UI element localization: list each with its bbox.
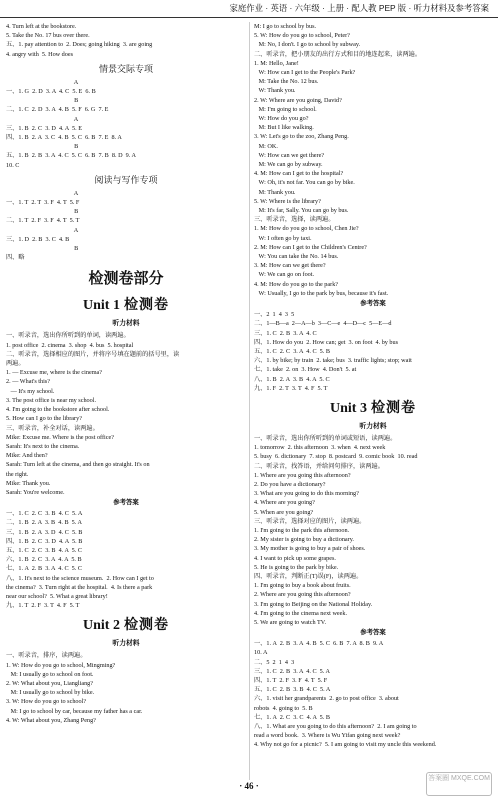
text-line: 六、1. B 2. C 3. A 4. A 5. B (6, 556, 82, 564)
text-line: 五、1. C 2. C 3. A 4. C 5. B (254, 347, 330, 355)
text-line: 一、1. A 2. B 3. A 4. B 5. C 6. B 7. A 8. B 9. A (254, 640, 384, 648)
text-line: 5. We are going to watch TV. (254, 618, 327, 626)
text-line: Mike: And then? (6, 452, 48, 460)
text-line: 四、略 (6, 254, 25, 262)
text-line: 一、1. G 2. D 3. A 4. C 5. E 6. B (6, 88, 96, 96)
text-line: 3. M: How can we get there? (254, 262, 326, 270)
text-line: M: I'm going to school. (254, 105, 317, 113)
unit-test-label: 检测卷 (123, 616, 169, 633)
text-line: 3. W: How do you go to school? (6, 698, 87, 706)
text-line: 二、1. C 2. D 3. A 4. B 5. F 6. G 7. E (6, 106, 109, 114)
text-line: 5. He is going to the park by bike. (254, 563, 339, 571)
text-line: robots 4. going to 5. B (254, 704, 313, 712)
text-line: 五、1. C 2. B 3. B 4. C 5. A (254, 686, 331, 694)
text-line: 2. M: How can I get to the Children's Centre? (254, 243, 367, 251)
text-line: M: Thank you. (254, 188, 296, 196)
text-line: 二、听录音，选择相应的图片，并将序号填在题前的括号里，读 (6, 350, 180, 358)
unit-number: Unit 1 (83, 298, 120, 314)
text-line: 三、1. B 2. C 3. D 4. A 5. E (6, 124, 82, 132)
text-line: 二、听录音，找答语，并给问句排序，读两遍。 (254, 462, 384, 470)
page-number: · 46 · (239, 781, 259, 791)
part-title: 检测卷部分 (88, 270, 164, 288)
answer-key-heading: 参考答案 (113, 499, 139, 507)
unit-number: Unit 2 (83, 618, 120, 634)
unit-title (6, 295, 246, 315)
text-line: — It's my school. (6, 387, 55, 395)
text-line: 三、听录音，选择对应的图片，读两遍。 (254, 517, 366, 525)
text-line: M: It's far, Sally. You can go by bus. (254, 207, 349, 215)
text-line: 一、2 1 4 3 5 (254, 311, 295, 319)
text-line: 五、1. B 2. B 3. A 4. C 5. C 6. B 7. B 8. D 9. A (6, 152, 136, 160)
text-line: 1. M: Hello, Jane! (254, 59, 299, 67)
text-line: W: Oh, it's not far. You can go by bike. (254, 179, 355, 187)
text-line: 三、听录音，补全对话，读两遍。 (6, 424, 99, 432)
text-line: M: No, I don't. I go to school by subway. (254, 41, 361, 49)
text-line: 2. — What's this? (6, 378, 50, 386)
text-line: 二、1. T 2. F 3. F 4. T 5. T (6, 217, 80, 225)
text-line: 5. W: How do you go to school, Peter? (254, 32, 350, 40)
text-line: A (6, 115, 79, 123)
text-line: 4. Turn left at the bookstore. (6, 23, 77, 30)
text-line: 七、1. take 2. on 3. How 4. Don't 5. at (254, 366, 357, 374)
text-line: the cinema? 3. Turn right at the hospital. 4. Is there a park (6, 583, 153, 591)
text-line: 八、1. What are you going to do this afternoon? 2. I am going to (254, 723, 417, 731)
text-line: 10. A (254, 649, 268, 657)
text-line: 4. M: How can I get to the hospital? (254, 170, 344, 178)
text-line: 一、听录音，选出你所听到的单词，读两遍。 (6, 332, 130, 340)
text-line: W: I often go by taxi. (254, 234, 312, 242)
text-line: W: How can I get to the People's Park? (254, 69, 356, 77)
text-line: Mike: Thank you. (6, 479, 51, 487)
text-line: 一、听录音，排序，读两遍。 (6, 652, 87, 660)
text-line: 五、1. C 2. C 3. B 4. A 5. C (6, 546, 82, 554)
text-line: the right. (6, 470, 29, 478)
text-line: 4. I'm going to the bookstore after school. (6, 406, 110, 414)
text-line: 四、1. B 2. A 3. C 4. B 5. C 6. B 7. E 8. A (6, 134, 122, 142)
column-divider (249, 22, 250, 780)
text-line: B (6, 245, 79, 253)
text-line: A (6, 226, 79, 234)
text-line: M: I go to school by bus. (254, 23, 317, 30)
text-line: 三、听录音，选择，读两遍。 (254, 216, 335, 224)
text-line: 5. W: Where is the library? (254, 197, 321, 205)
text-line: Mike: Excuse me. Where is the post office? (6, 433, 115, 441)
text-line: B (6, 143, 79, 151)
text-line: A (6, 78, 79, 86)
text-line: 4. I'm going to the cinema next week. (254, 609, 348, 617)
subsection-heading: 听力材料 (359, 422, 387, 430)
text-line: 二、5 2 1 4 3 (254, 658, 295, 666)
text-line: read a word book. 3. Where is Wu Yifan going next week? (254, 732, 401, 740)
unit-title (254, 398, 492, 418)
text-line: 六、1. by bike; by train 2. take; bus 3. traffic lights; stop; wait (254, 357, 412, 365)
right-column (254, 22, 492, 782)
text-line: 3. I'm going to Beijing on the National Holiday. (254, 600, 373, 608)
text-line: 2. W: What about you, Liangliang? (6, 679, 94, 687)
text-line: 2. W: Where are you going, David? (254, 96, 342, 104)
text-line: 两遍。 (6, 360, 25, 368)
subsection-heading: 听力材料 (112, 320, 140, 328)
text-line: 5. busy 6. dictionary 7. stop 8. postcard 9. comic book 10. read (254, 453, 418, 461)
text-line: 三、1. C 2. B 3. A 4. C 5. A (254, 667, 330, 675)
text-line: M: I usually go to school by bike. (6, 689, 95, 697)
text-line: 2. My sister is going to buy a dictionary. (254, 536, 354, 544)
text-line: 3. What are you going to do this morning? (254, 490, 359, 498)
text-line: 五、1. pay attention to 2. Does; going hiking 3. are going (6, 41, 153, 49)
text-line: M: We can go by subway. (254, 161, 323, 169)
text-line: 3. W: Let's go to the zoo, Zhang Peng. (254, 133, 349, 141)
text-line: 1. W: How do you go to school, Mingming? (6, 661, 116, 669)
text-line: 四、1. How do you 2. How can; get 3. on foot 4. by bus (254, 338, 399, 346)
unit-test-label: 检测卷 (123, 296, 169, 313)
section-heading: 情景交际专项 (98, 63, 153, 74)
text-line: 三、1. C 2. B 3. A 4. C (254, 329, 317, 337)
text-line: 4. M: How do you go to the park? (254, 280, 339, 288)
answer-key-heading: 参考答案 (360, 300, 386, 308)
text-line: M: Take the No. 12 bus. (254, 78, 319, 86)
text-line: 二、1—B—a 2—A—b 3—C—e 4—D—c 5—E—d (254, 320, 392, 328)
text-line: 4. Why not go for a picnic? 5. I am going to visit my uncle this weekend. (254, 741, 437, 749)
text-line: 3. The post office is near my school. (6, 396, 96, 404)
text-line: 九、1. T 2. F 3. T 4. F 5. T (6, 602, 80, 610)
text-line: 九、1. F 2. T 3. T 4. F 5. T (254, 384, 328, 392)
text-line: 一、1. T 2. T 3. F 4. T 5. F (6, 199, 80, 207)
text-line: 八、1. It's next to the science museum. 2. How can I get to (6, 574, 154, 582)
unit-number: Unit 3 (330, 400, 367, 416)
text-line: Sarah: Turn left at the cinema, and then go straight. It's on (6, 461, 150, 469)
text-line: 10. C (6, 161, 20, 169)
text-line: near our school? 5. What a great library! (6, 592, 108, 600)
text-line: M: But I like walking. (254, 124, 314, 132)
text-line: 1. I'm going to buy a book about fruits. (254, 582, 351, 590)
text-line: 1. M: How do you go to school, Chen Jie? (254, 225, 359, 233)
text-line: 四、听录音，判断正(T)误(F)，读两遍。 (254, 572, 363, 580)
left-column (6, 22, 246, 782)
text-line: W: We can go on foot. (254, 271, 315, 279)
unit-test-label: 检测卷 (370, 398, 416, 415)
text-line: M: I go to school by car, because my father has a car. (6, 707, 143, 715)
text-line: 5. Take the No. 17 bus over there. (6, 32, 90, 40)
text-line: Sarah: You're welcome. (6, 488, 65, 496)
text-line: B (6, 97, 79, 105)
watermark-logo: 答案圈 MXQE.COM (426, 772, 492, 796)
text-line: 5. When are you going? (254, 508, 314, 516)
text-line: W: How do you go? (254, 115, 309, 123)
text-line: 4. I want to pick up some grapes. (254, 554, 336, 562)
text-line: 二、1. B 2. A 3. B 4. B 5. A (6, 519, 82, 527)
text-line: 1. tomorrow 2. this afternoon 3. when 4. next week (254, 444, 386, 452)
text-line: 1. Where are you going this afternoon? (254, 471, 351, 479)
text-line: M: OK. (254, 142, 278, 150)
text-line: 1. — Excuse me, where is the cinema? (6, 369, 103, 377)
text-line: A (6, 189, 79, 197)
text-line: M: I usually go to school on foot. (6, 670, 94, 678)
text-line: 七、1. A 2. C 3. C 4. A 5. B (254, 713, 330, 721)
text-line: 三、1. D 2. B 3. C 4. B (6, 235, 70, 243)
text-line: W: Thank you. (254, 87, 296, 95)
text-line: 1. I'm going to the park this afternoon. (254, 526, 350, 534)
text-line: W: You can take the No. 14 bus. (254, 253, 339, 261)
text-line: 四、1. T 2. F 3. F 4. T 5. F (254, 677, 328, 684)
section-heading: 阅读与写作专项 (94, 174, 158, 185)
text-line: 六、1. visit her grandparents 2. go to post office 3. about (254, 695, 399, 703)
text-line: 一、听录音，选出你所听到的单词或短语，读两遍。 (254, 434, 397, 442)
answer-key-heading: 参考答案 (360, 629, 386, 637)
page-header: 家庭作业 · 英语 · 六年级 · 上册 · 配人教 PEP 版 · 听力材料及参考答案 (0, 0, 498, 18)
text-line: 三、1. B 2. A 3. D 4. C 5. B (6, 528, 83, 536)
text-line: B (6, 208, 79, 216)
text-line: 5. How can I go to the library? (6, 415, 82, 423)
text-line: 4. W: What about you, Zhang Peng? (6, 716, 96, 724)
text-line: 1. post office 2. cinema 3. shop 4. bus 5. hospital (6, 341, 134, 349)
text-line: 七、1. A 2. B 3. A 4. C 5. C (6, 565, 82, 573)
text-line: 2. Where are you going this afternoon? (254, 591, 351, 599)
text-line: 四、1. B 2. C 3. D 4. A 5. B (6, 537, 83, 545)
text-line: 八、1. B 2. A 3. B 4. A 5. C (254, 375, 330, 383)
text-line: W: Usually, I go to the park by bus, because it's fast. (254, 289, 389, 297)
subsection-heading: 听力材料 (112, 640, 140, 648)
text-line: 二、听录音，把小朋友的出行方式和目的地连起来，读两遍。 (254, 50, 422, 58)
text-line: W: How can we get there? (254, 151, 325, 159)
text-line: 3. My mother is going to buy a pair of shoes. (254, 545, 366, 553)
text-line: 4. angry with 5. How does (6, 50, 74, 58)
text-line: 2. Do you have a dictionary? (254, 480, 326, 488)
text-line: Sarah: It's next to the cinema. (6, 442, 80, 450)
unit-title (6, 615, 246, 635)
text-line: 4. Where are you going? (254, 499, 315, 507)
text-line: 一、1. C 2. C 3. B 4. C 5. A (6, 510, 83, 518)
